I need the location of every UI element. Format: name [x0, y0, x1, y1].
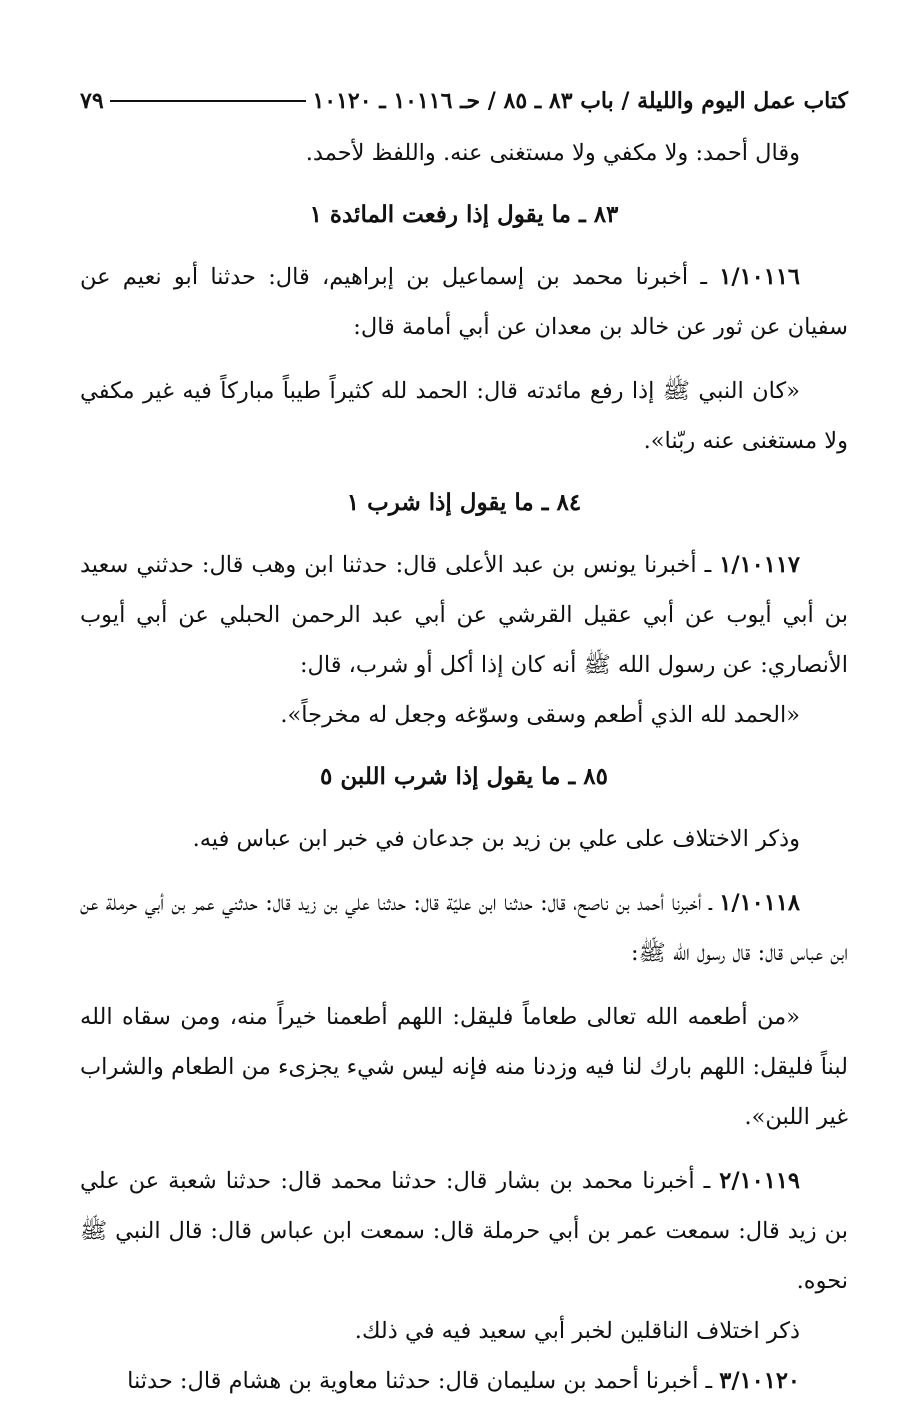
chapter-heading-84: ٨٤ ـ ما يقول إذا شرب ١ — [346, 489, 582, 516]
chapter-heading-85: ٨٥ ـ ما يقول إذا شرب اللبن ٥ — [320, 763, 608, 790]
page-number: ٧٩ — [80, 88, 104, 114]
narrators-note: ذكر اختلاف الناقلين لخبر أبي سعيد فيه في ذلك. — [354, 1318, 800, 1344]
hadith-isnad: ـ أخبرنا محمد بن إسماعيل بن إبراهيم، قال: حدثنا أبو نعيم عن سفيان عن ثور عن خالد بن معدان عن أبي أمامة قال: — [80, 264, 848, 340]
chapter-note-85: وذكر الاختلاف على علي بن زيد بن جدعان في خبر ابن عباس فيه. — [192, 826, 800, 852]
closing-remark: وقال أحمد: ولا مكفي ولا مستغنى عنه. واللفظ لأحمد. — [305, 140, 800, 166]
chapter-heading-83: ٨٣ ـ ما يقول إذا رفعت المائدة ١ — [309, 201, 619, 228]
header-rule — [110, 100, 307, 102]
hadith-isnad: ـ أخبرنا أحمد بن ناصح، قال: حدثنا ابن عليّة قال: حدثنا علي بن زيد قال: حدثني عمر بن أبي حرملة عن ابن عباس قال: قال رسول الله ﷺ: — [80, 890, 848, 966]
hadith-number: ٣/١٠١٢٠ — [719, 1368, 800, 1394]
hadith-matn-10116: «كان النبي ﷺ إذا رفع مائدته قال: الحمد لله كثيراً طيباً مباركاً فيه غير مكفي ولا مستغنى عنه ربّنا». — [80, 378, 848, 454]
hadith-10120 — [80, 1356, 848, 1406]
running-header — [80, 78, 848, 124]
hadith-isnad: ـ أخبرنا محمد بن بشار قال: حدثنا محمد قال: حدثنا شعبة عن علي بن زيد قال: سمعت عمر بن أبي حرملة قال: سمعت ابن عباس قال: قال النبي ﷺ نحوه. — [80, 1168, 848, 1294]
hadith-10117 — [80, 540, 848, 690]
hadith-matn-10117: «الحمد لله الذي أطعم وسقى وسوّغه وجعل له مخرجاً». — [280, 702, 800, 728]
hadith-10119 — [80, 1156, 848, 1306]
hadith-isnad: ـ أخبرنا يونس بن عبد الأعلى قال: حدثنا ابن وهب قال: حدثني سعيد بن أبي أيوب عن أبي عقيل القرشي عن أبي عبد الرحمن الحبلي عن أبي أيوب الأنصاري: عن رسول الله ﷺ أنه كان إذا أكل أو شرب، قال: — [80, 552, 848, 678]
hadith-number: ١/١٠١١٧ — [719, 552, 800, 578]
header-title: كتاب عمل اليوم والليلة / باب ٨٣ ـ ٨٥ / حـ ١٠١١٦ ـ ١٠١٢٠ — [312, 88, 848, 114]
hadith-number: ١/١٠١١٨ — [719, 890, 800, 916]
hadith-isnad: ـ أخبرنا أحمد بن سليمان قال: حدثنا معاوية بن هشام قال: حدثنا — [127, 1368, 720, 1394]
hadith-matn-10118: «من أطعمه الله تعالى طعاماً فليقل: اللهم أطعمنا خيراً منه، ومن سقاه الله لبناً فليقل: اللهم بارك لنا فيه وزدنا منه فإنه ليس شيء يجزىء من الطعام والشراب غير اللبن». — [80, 1004, 848, 1130]
hadith-number: ١/١٠١١٦ — [719, 264, 800, 290]
hadith-10118 — [80, 878, 848, 978]
hadith-number: ٢/١٠١١٩ — [719, 1168, 800, 1194]
hadith-10116 — [80, 252, 848, 352]
